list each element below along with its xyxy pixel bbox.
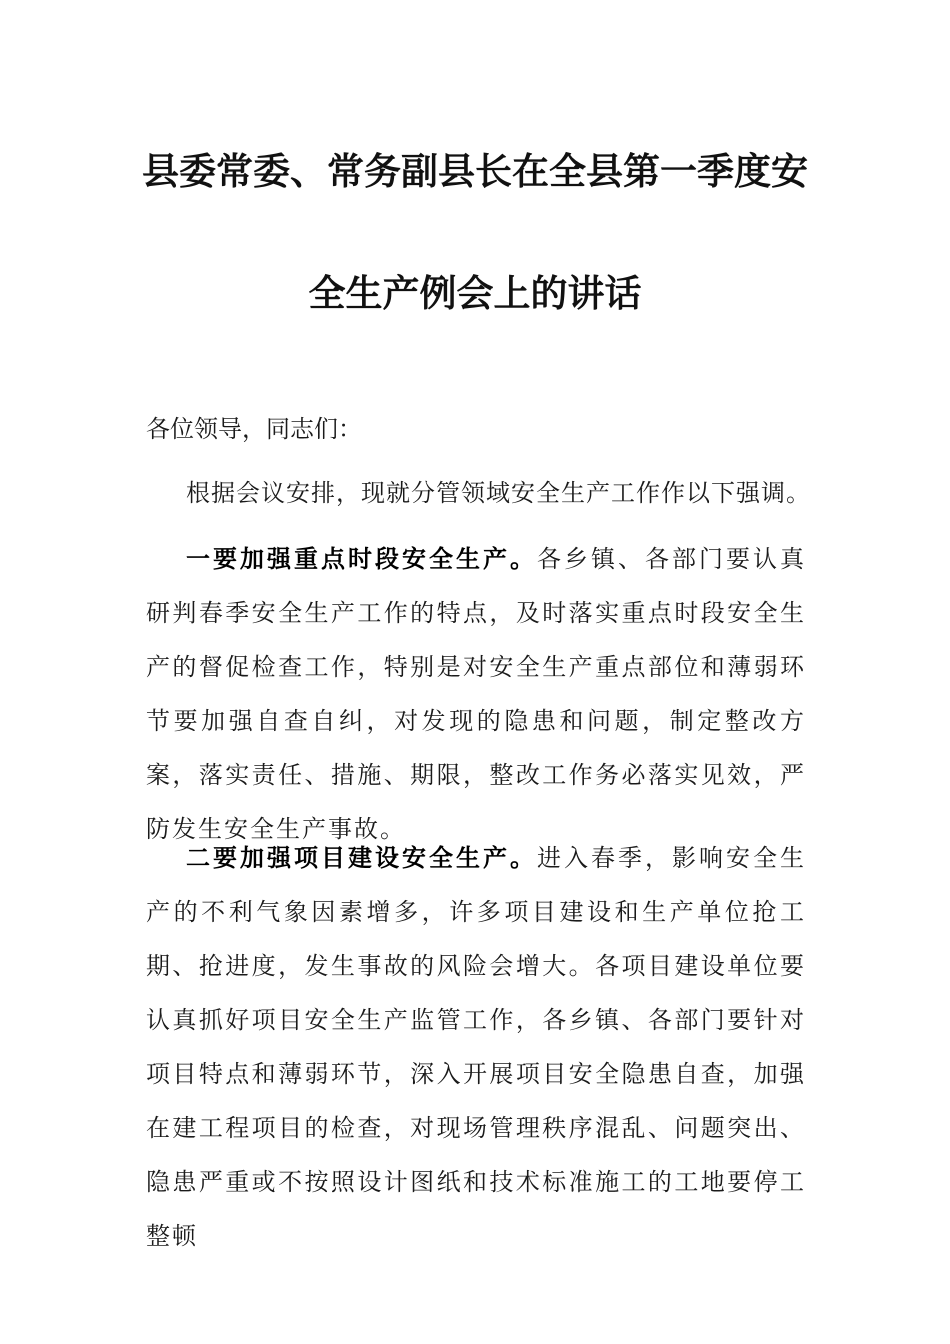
intro-paragraph: 根据会议安排，现就分管领域安全生产工作作以下强调。 [186, 479, 811, 507]
document-title-line-1: 县委常委、常务副县长在全县第一季度安 [142, 149, 808, 193]
paragraph-2-lead: 二要加强项目建设安全生产。 [186, 844, 537, 872]
document-title-line-2: 全生产例会上的讲话 [308, 271, 642, 315]
paragraph-1-lead: 一要加强重点时段安全生产。 [186, 545, 537, 573]
paragraph-2-text: 进入春季，影响安全生产的不利气象因素增多，许多项目建设和生产单位抢工期、抢进度，发生事故的风险会增大。各项目建设单位要认真抓好项目安全生产监管工作，各乡镇、各部门要针对项目特点和薄弱环节，深入开展项目安全隐患自查，加强在建工程项目的检查，对现场管理秩序混乱、问题突出、隐患严重或不按照设计图纸和技术标准施工的工地要停工整顿 [146, 844, 806, 1250]
paragraph-1 [146, 532, 806, 856]
salutation: 各位领导，同志们： [146, 415, 362, 443]
paragraph-2 [146, 831, 806, 1263]
paragraph-1-text: 各乡镇、各部门要认真研判春季安全生产工作的特点，及时落实重点时段安全生产的督促检查工作，特别是对安全生产重点部位和薄弱环节要加强自查自纠，对发现的隐患和问题，制定整改方案，落实责任、措施、期限，整改工作务必落实见效，严防发生安全生产事故。 [146, 545, 806, 843]
